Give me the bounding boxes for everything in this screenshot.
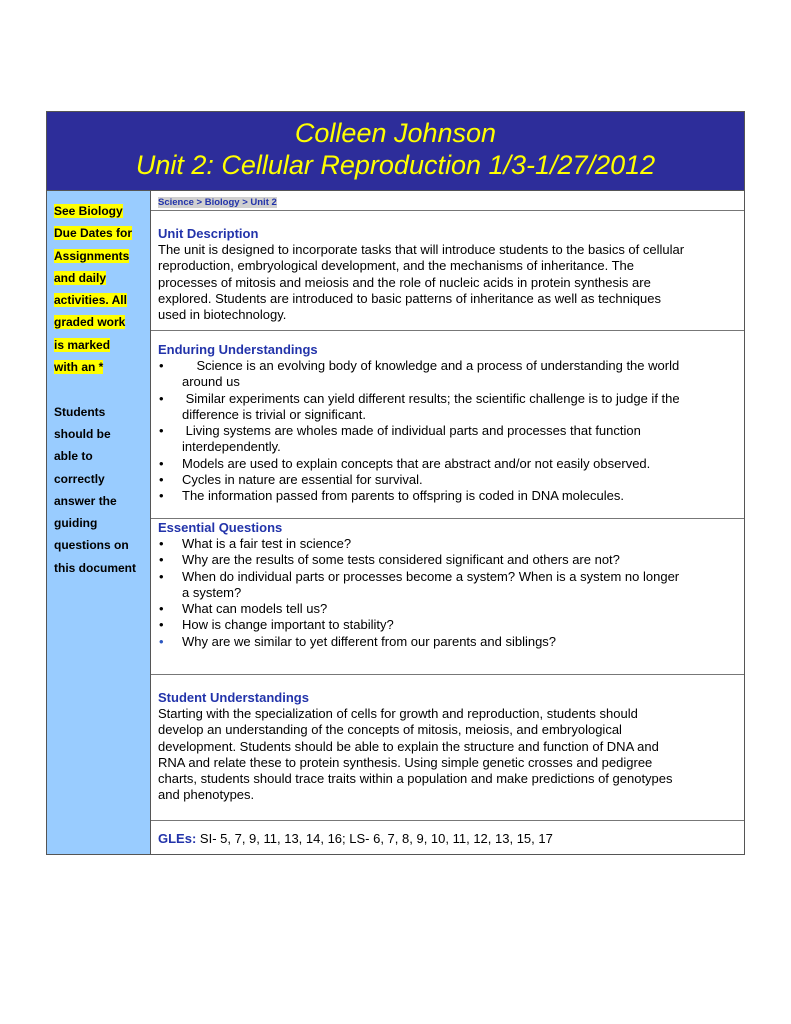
- student-understandings-line: Starting with the specialization of cells for growth and reproduction, students should: [158, 706, 638, 721]
- unit-description-title: Unit Description: [158, 226, 259, 241]
- unit-description-line: explored. Students are introduced to basic patterns of inheritance as well as techniques: [158, 290, 661, 306]
- list-item: • Models are used to explain concepts that are abstract and/or not easily observed.: [158, 456, 740, 472]
- list-item: • Science is an evolving body of knowledge and a process of understanding the world around us: [158, 358, 740, 391]
- sidebar-note-line: is marked: [54, 337, 111, 352]
- teacher-name: Colleen Johnson: [294, 118, 497, 148]
- sidebar-note-line: graded work: [54, 315, 126, 330]
- gles-row: [158, 831, 553, 847]
- sidebar-note-line: See Biology: [54, 204, 123, 218]
- list-item: • Similar experiments can yield different results; the scientific challenge is to judge if the difference is trivial or significant.: [158, 391, 740, 424]
- sidebar-note-line: questions on: [54, 538, 129, 553]
- sidebar-note-line: able to: [54, 449, 93, 464]
- essential-questions-list: [158, 536, 740, 650]
- sidebar-note-line: Students: [54, 404, 106, 419]
- sidebar: [47, 191, 151, 854]
- breadcrumb-row: [151, 191, 744, 211]
- main-content: [151, 191, 744, 854]
- unit-description-section: [151, 211, 744, 331]
- sidebar-note-line: Assignments: [54, 248, 130, 263]
- document-header: [47, 112, 744, 191]
- list-item: • What can models tell us?: [158, 601, 740, 617]
- unit-description-line: processes of mitosis and meiosis and the role of nucleic acids in protein synthesis are: [158, 274, 651, 290]
- student-understandings-line: RNA and relate these to protein synthesis. Using simple genetic crosses and pedigree: [158, 754, 653, 770]
- unit-description-line: The unit is designed to incorporate tasks that will introduce students to the basics of cellular: [158, 242, 685, 257]
- sidebar-note-line: and daily: [54, 270, 107, 285]
- unit-description-line: used in biotechnology.: [158, 307, 287, 323]
- list-item: • When do individual parts or processes become a system? When is a system no longer a system?: [158, 569, 740, 602]
- list-item: • Why are we similar to yet different from our parents and siblings?: [158, 634, 740, 650]
- list-item: • Living systems are wholes made of individual parts and processes that function interdependently.: [158, 423, 740, 456]
- sidebar-note-line: correctly: [54, 471, 105, 486]
- enduring-understandings-list: [158, 358, 740, 505]
- sidebar-note-line: guiding: [54, 516, 98, 531]
- enduring-understandings-section: [151, 331, 744, 519]
- list-item: • Why are the results of some tests considered significant and others are not?: [158, 552, 740, 568]
- list-item: • The information passed from parents to offspring is coded in DNA molecules.: [158, 488, 740, 504]
- sidebar-note-line: Due Dates for: [54, 226, 133, 241]
- student-understandings-title: Student Understandings: [158, 690, 309, 705]
- breadcrumb[interactable]: Science > Biology > Unit 2: [158, 197, 277, 208]
- unit-document: [46, 111, 745, 855]
- sidebar-note-line: with an *: [54, 360, 104, 375]
- unit-title: Unit 2: Cellular Reproduction 1/3-1/27/2012: [135, 150, 656, 180]
- enduring-understandings-title: Enduring Understandings: [158, 342, 318, 357]
- list-item: • How is change important to stability?: [158, 617, 740, 633]
- list-item: • What is a fair test in science?: [158, 536, 740, 552]
- sidebar-note-line: answer the: [54, 493, 117, 508]
- sidebar-note-line: this document: [54, 560, 137, 575]
- student-understandings-line: and phenotypes.: [158, 787, 255, 803]
- gles-text: SI- 5, 7, 9, 11, 13, 14, 16; LS- 6, 7, 8, 9, 10, 11, 12, 13, 15, 17: [196, 831, 553, 846]
- essential-questions-section: [151, 519, 744, 675]
- essential-questions-title: Essential Questions: [158, 520, 283, 535]
- sidebar-notes: [54, 200, 146, 579]
- unit-description-line: reproduction, embryological development, and the mechanisms of inheritance. The: [158, 258, 634, 274]
- sidebar-note-line: activities. All: [54, 293, 127, 308]
- student-understandings-line: charts, students should trace traits within a population and make predictions of genotypes: [158, 771, 673, 787]
- sidebar-note-line: should be: [54, 426, 111, 441]
- list-item: • Cycles in nature are essential for survival.: [158, 472, 740, 488]
- gles-label: GLEs:: [158, 831, 197, 846]
- student-understandings-section: [151, 675, 744, 821]
- student-understandings-line: development. Students should be able to explain the structure and function of DNA and: [158, 738, 659, 754]
- student-understandings-line: develop an understanding of the concepts of mitosis, meiosis, and embryological: [158, 722, 622, 738]
